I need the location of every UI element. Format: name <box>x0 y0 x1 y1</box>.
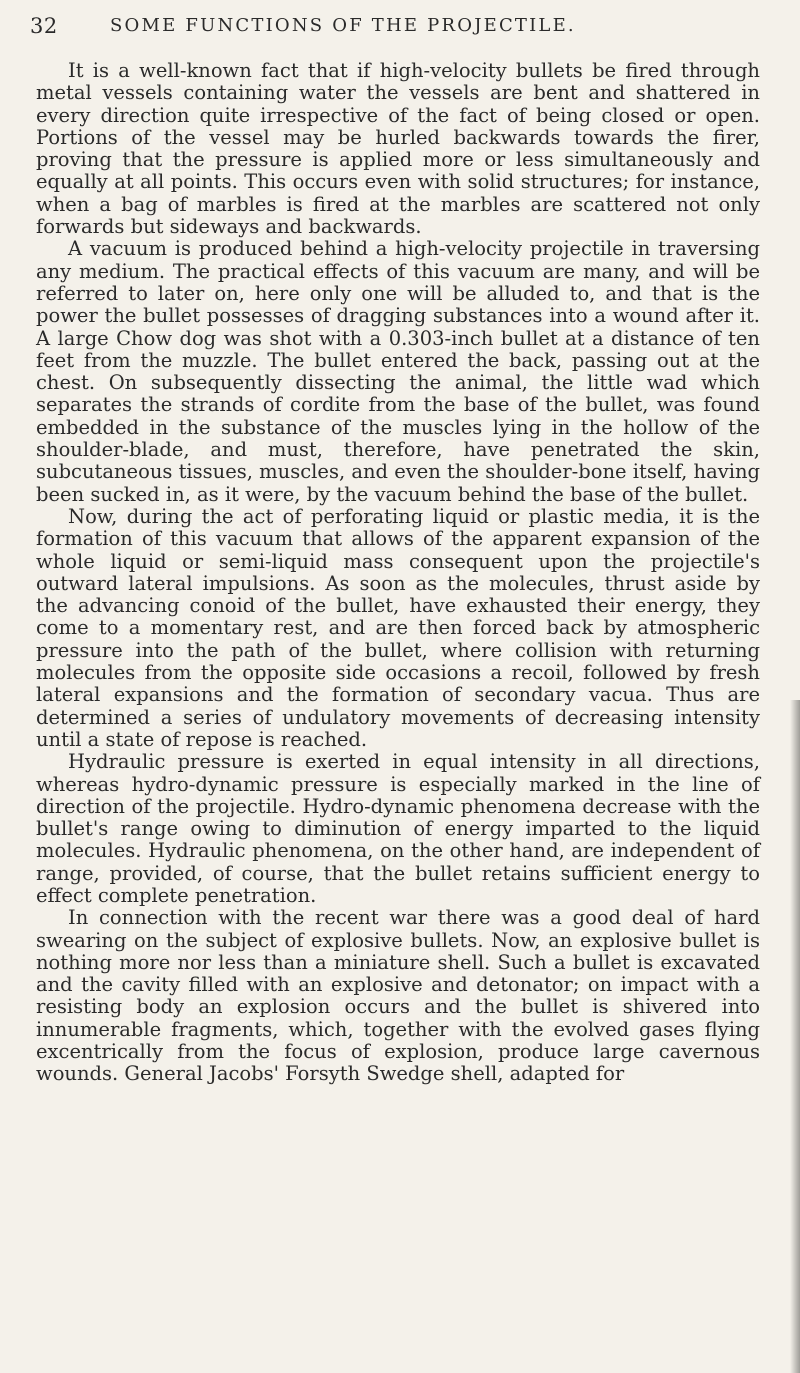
paragraph: A vacuum is produced behind a high-velocity projectile in traversing any medium. The practical effects of this vacuum are many, and will be referred to later on, here only one will be alluded to, and that is the power the bullet possesses of dragging substances into a wound after it. A large Chow dog was shot with a 0.303-inch bullet at a distance of ten feet from the muzzle. The bullet entered the back, passing out at the chest. On subsequently dissecting the animal, the little wad which separates the strands of cordite from the base of the bullet, was found embedded in the substance of the muscles lying in the hollow of the shoulder-blade, and must, therefore, have penetrated the skin, subcutaneous tissues, muscles, and even the shoulder-bone itself, having been sucked in, as it were, by the vacuum behind the base of the bullet. <box>36 237 761 506</box>
paragraph: It is a well-known fact that if high-velocity bullets be fired through metal vessels containing water the vessels are bent and shattered in every direction quite irrespective of the fact of being closed or open. Portions of the vessel may be hurled backwards towards the firer, proving that the pressure is applied more or less simultaneously and equally at all points. This occurs even with solid structures; for instance, when a bag of marbles is fired at the marbles are scattered not only forwards but sideways and backwards. <box>36 59 760 239</box>
page-edge-shadow <box>790 700 800 1373</box>
paragraph: In connection with the recent war there was a good deal of hard swearing on the subject of explosive bullets. Now, an explosive bullet is nothing more nor less than a miniature shell. Such a bullet is excavated and the cavity filled with an explosive and detonator; on impact with a resisting body an explosion occurs and the bullet is shivered into innumerable fragments, which, together with the evolved gases flying excentrically from the focus of explosion, produce large cavernous wounds. General Jacobs' Forsyth Swedge shell, adapted for <box>36 906 760 1086</box>
running-head: SOME FUNCTIONS OF THE PROJECTILE. <box>110 15 576 36</box>
body-text <box>36 60 760 1086</box>
paragraph: Hydraulic pressure is exerted in equal intensity in all directions, whereas hydro-dynamic pressure is especially marked in the line of direction of the projectile. Hydro-dynamic phenomena decrease with the bullet's range owing to diminution of energy imparted to the liquid molecules. Hydraulic phenomena, on the other hand, are independent of range, provided, of course, that the bullet retains sufficient energy to effect complete penetration. <box>36 750 760 907</box>
page-header <box>30 14 770 44</box>
paragraph: Now, during the act of perforating liquid or plastic media, it is the formation of this vacuum that allows of the apparent expansion of the whole liquid or semi-liquid mass consequent upon the projectile's outward lateral impulsions. As soon as the molecules, thrust aside by the advancing conoid of the bullet, have exhausted their energy, they come to a momentary rest, and are then forced back by atmospheric pressure into the path of the bullet, where collision with returning molecules from the opposite side occasions a recoil, followed by fresh lateral expansions and the formation of secondary vacua. Thus are determined a series of undulatory movements of decreasing intensity until a state of repose is reached. <box>36 504 760 751</box>
page-number: 32 <box>30 14 58 38</box>
